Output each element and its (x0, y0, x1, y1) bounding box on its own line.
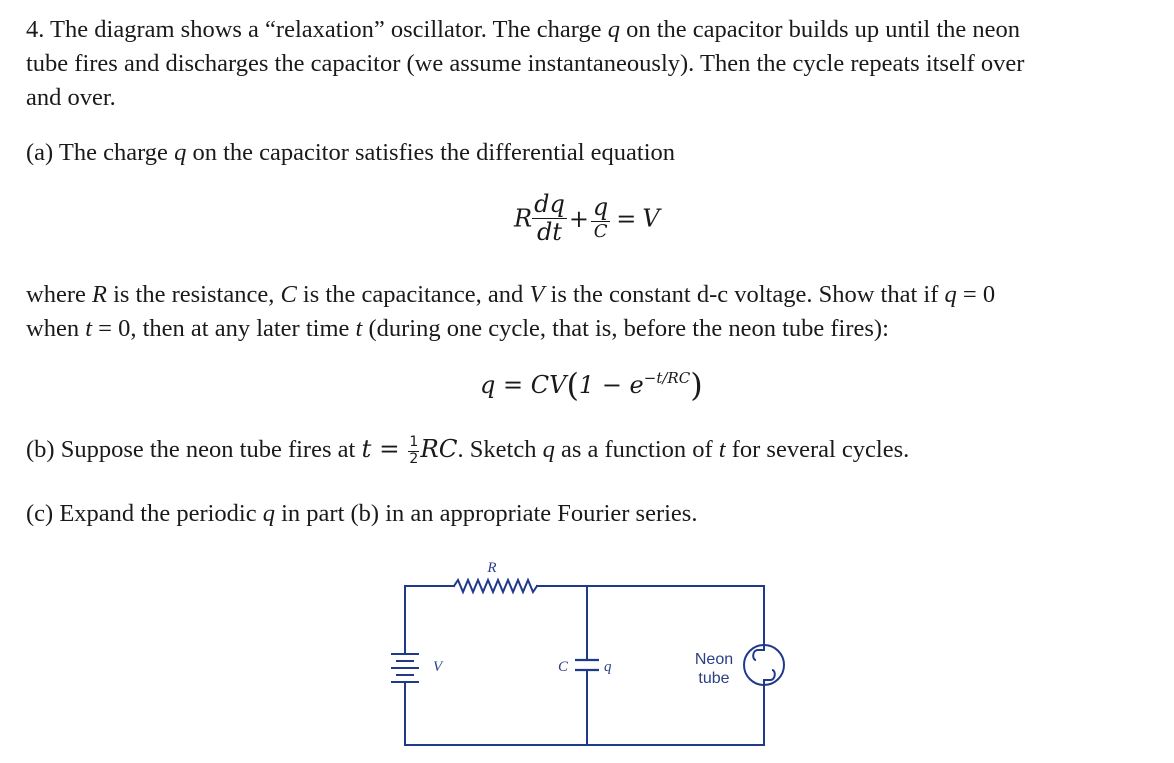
part-a-line (26, 141, 675, 166)
resistor-label: R (487, 560, 497, 576)
part-a-text-2: on the capacitor satisfies the differential equation (186, 139, 675, 166)
part-c-text-2: in part (b) in an appropriate Fourier series. (274, 500, 698, 527)
resistor-symbol (454, 580, 537, 592)
dq-dt-fraction (532, 192, 567, 245)
where-text-1: where (26, 281, 92, 308)
where-q-var: q (944, 281, 957, 308)
problem-intro-line-2 (26, 52, 1024, 77)
solution-equation (480, 366, 703, 404)
intro-q-var: q (607, 16, 620, 43)
eq1-plus: + (568, 204, 589, 233)
intro-text-1b: on the capacitor builds up until the neon (619, 16, 1021, 43)
when-t-var: t (85, 315, 93, 342)
where-text-5: = 0 (956, 281, 996, 308)
capacitor-label: C (558, 659, 569, 675)
eq1-dq: dq (534, 190, 565, 218)
neon-label-line-2: tube (698, 670, 730, 687)
part-b-text-2: . Sketch (457, 436, 543, 463)
eq1-R: R (514, 204, 533, 233)
eq1-C: C (593, 221, 608, 243)
problem-intro-line-1 (26, 18, 1020, 43)
part-a-where-line (26, 283, 995, 308)
part-c-line (26, 502, 697, 527)
where-C-var: C (280, 281, 297, 308)
problem-intro-line-3 (26, 86, 116, 111)
part-a-text-1: (a) The charge (26, 139, 175, 166)
wire-top-right (537, 586, 764, 640)
eq2-one-minus-e: 1 − e (578, 371, 644, 399)
eq1-V: V (642, 204, 660, 233)
where-text-3: is the capacitance, and (296, 281, 530, 308)
half-fraction (408, 435, 419, 467)
eq2-lhs: q = CV (480, 371, 567, 399)
part-b-t-eq: t = (361, 434, 408, 463)
part-b-RC: RC (420, 434, 458, 463)
q-over-C-fraction (591, 195, 610, 242)
neon-label-line-1: Neon (694, 651, 734, 668)
when-t-var-2: t (355, 315, 363, 342)
eq1-dt: dt (536, 218, 562, 247)
part-a-q-var: q (174, 139, 187, 166)
part-b-text-3: as a function of (554, 436, 719, 463)
eq2-paren-close: ) (690, 366, 703, 404)
battery-symbol (391, 654, 419, 682)
half-num: 1 (409, 434, 419, 451)
differential-equation (514, 192, 660, 245)
intro-text-3: and over. (26, 84, 116, 111)
where-R-var: R (91, 281, 107, 308)
voltage-label: V (433, 659, 443, 675)
when-text-1: when (26, 315, 86, 342)
wire-top-left (405, 586, 454, 652)
eq2-paren-open: ( (566, 366, 579, 404)
part-b-text-1: (b) Suppose the neon tube fires at (26, 436, 362, 463)
eq1-equals: = (616, 204, 637, 233)
part-b-q-var: q (542, 436, 555, 463)
part-b-text-4: for several cycles. (725, 436, 910, 463)
where-text-4: is the constant d-c voltage. Show that if (544, 281, 945, 308)
wire-bottom (405, 683, 764, 745)
part-c-q-var: q (262, 500, 275, 527)
half-den: 2 (409, 450, 419, 467)
part-b-t-var: t (718, 436, 726, 463)
where-text-2: is the resistance, (106, 281, 281, 308)
where-V-var: V (529, 281, 545, 308)
intro-text-2: tube fires and discharges the capacitor (we assume instantaneously). Then the cycle repeats itself over (26, 50, 1025, 77)
charge-label: q (604, 659, 612, 675)
when-text-2: = 0, then at any later time (92, 315, 356, 342)
part-c-text-1: (c) Expand the periodic (26, 500, 263, 527)
eq2-exponent: −t/RC (643, 369, 691, 387)
eq1-q: q (592, 193, 609, 222)
part-b-line (26, 432, 909, 467)
when-text-3: (during one cycle, that is, before the neon tube fires): (362, 315, 889, 342)
capacitor-symbol (575, 660, 599, 670)
intro-text-1: 4. The diagram shows a “relaxation” oscillator. The charge (26, 16, 608, 43)
neon-tube-symbol (744, 640, 784, 690)
part-a-when-line (26, 317, 889, 342)
